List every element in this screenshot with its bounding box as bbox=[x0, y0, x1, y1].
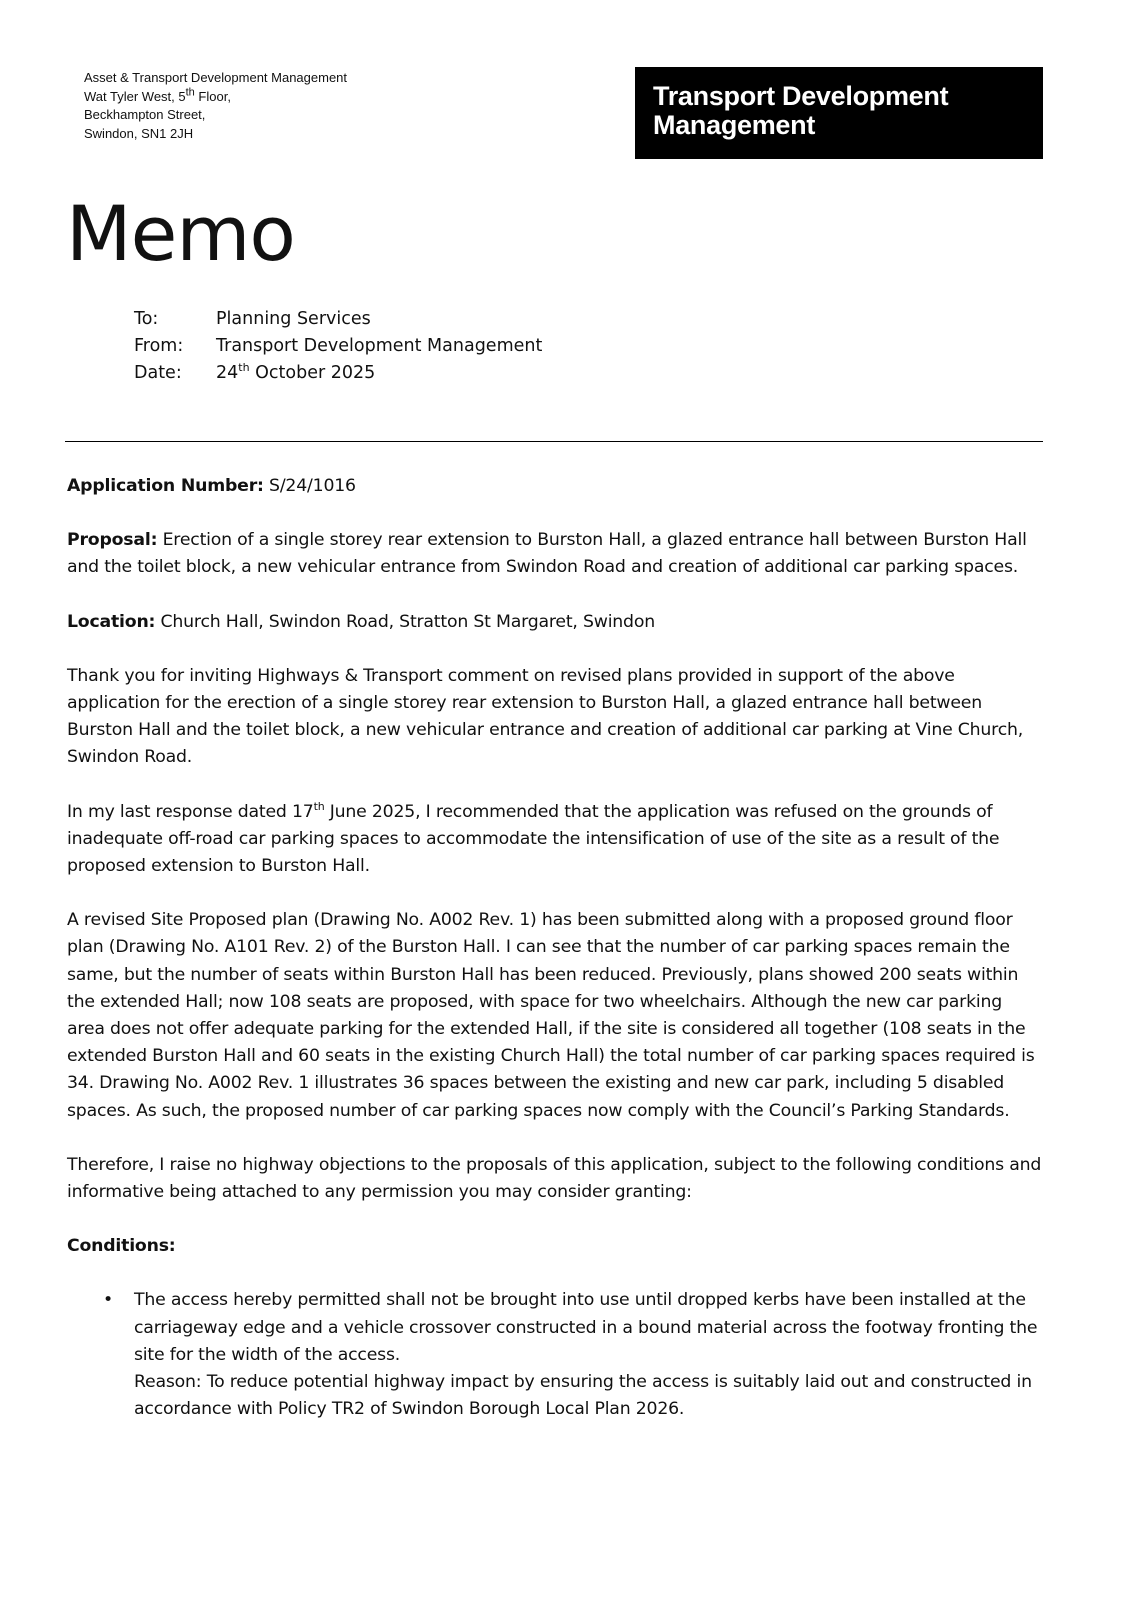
memo-meta bbox=[134, 306, 542, 387]
address-line: Swindon, SN1 2JH bbox=[84, 125, 194, 141]
condition-text: The access hereby permitted shall not be brought into use until dropped kerbs have been installed at the carriageway edge and a vehicle crossover constructed in a bound material across the footway fronting the site for the width of the access. bbox=[134, 1290, 1038, 1365]
condition-item bbox=[67, 1287, 1042, 1423]
address-line: Asset & Transport Development Management bbox=[84, 70, 348, 85]
address-line: Beckhampton Street, bbox=[84, 107, 206, 122]
conditions-heading: Conditions: bbox=[67, 1236, 176, 1257]
bullet-icon: • bbox=[103, 1290, 113, 1311]
paragraph: Thank you for inviting Highways & Transport comment on revised plans provided in support of the above application for the erection of a single storey rear extension to Burston Hall, a glazed entrance hall between Burston Hall and the toilet block, a new vehicular entrance and creation of additional car parking at Vine Church, Swindon Road. bbox=[67, 665, 1024, 768]
location: Location: Church Hall, Swindon Road, Stratton St Margaret, Swindon bbox=[67, 611, 655, 632]
date-label: Date: bbox=[134, 363, 182, 383]
from-value: Transport Development Management bbox=[216, 336, 543, 356]
page-title: Memo bbox=[66, 189, 295, 278]
paragraph: Therefore, I raise no highway objections to the proposals of this application, subject to the following conditions and informative being attached to any permission you may consider granting: bbox=[67, 1154, 1042, 1203]
address-line: Wat Tyler West, 5th Floor, bbox=[84, 86, 231, 104]
to-value: Planning Services bbox=[216, 309, 371, 329]
to-label: To: bbox=[134, 309, 159, 329]
condition-reason: Reason: To reduce potential highway impact by ensuring the access is suitably laid out and constructed in accordance with Policy TR2 of Swindon Borough Local Plan 2026. bbox=[134, 1372, 1032, 1420]
brand-logo-box: Transport Development Management bbox=[635, 67, 1043, 159]
paragraph: In my last response dated 17th June 2025, I recommended that the application was refused on the grounds of inadequate off-road car parking spaces to accommodate the intensification of use of the site as a result of the proposed extension to Burston Hall. bbox=[67, 799, 1000, 877]
paragraph: A revised Site Proposed plan (Drawing No. A002 Rev. 1) has been submitted along with a proposed ground floor plan (Drawing No. A101 Rev. 2) of the Burston Hall. I can see that the number of car parking spaces remain the same, but the number of seats within Burston Hall has been reduced. Previously, plans showed 200 seats within the extended Hall; now 108 seats are proposed, with space for two wheelchairs. Although the new car parking area does not offer adequate parking for the extended Hall, if the site is considered all together (108 seats in the extended Burston Hall and 60 seats in the existing Church Hall) the total number of car parking spaces required is 34. Drawing No. A002 Rev. 1 illustrates 36 spaces between the existing and new car park, including 5 disabled spaces. As such, the proposed number of car parking spaces now comply with the Council’s Parking Standards. bbox=[67, 910, 1035, 1121]
date-value: 24th October 2025 bbox=[216, 361, 376, 383]
memo-body bbox=[67, 473, 1042, 1423]
proposal: Proposal: Erection of a single storey rear extension to Burston Hall, a glazed entrance hall between Burston Hall and the toilet block, a new vehicular entrance from Swindon Road and creation of additional car parking spaces. bbox=[67, 530, 1027, 578]
application-number: Application Number: S/24/1016 bbox=[67, 476, 356, 496]
sender-address bbox=[84, 69, 347, 143]
from-label: From: bbox=[134, 336, 184, 356]
divider bbox=[65, 441, 1043, 442]
